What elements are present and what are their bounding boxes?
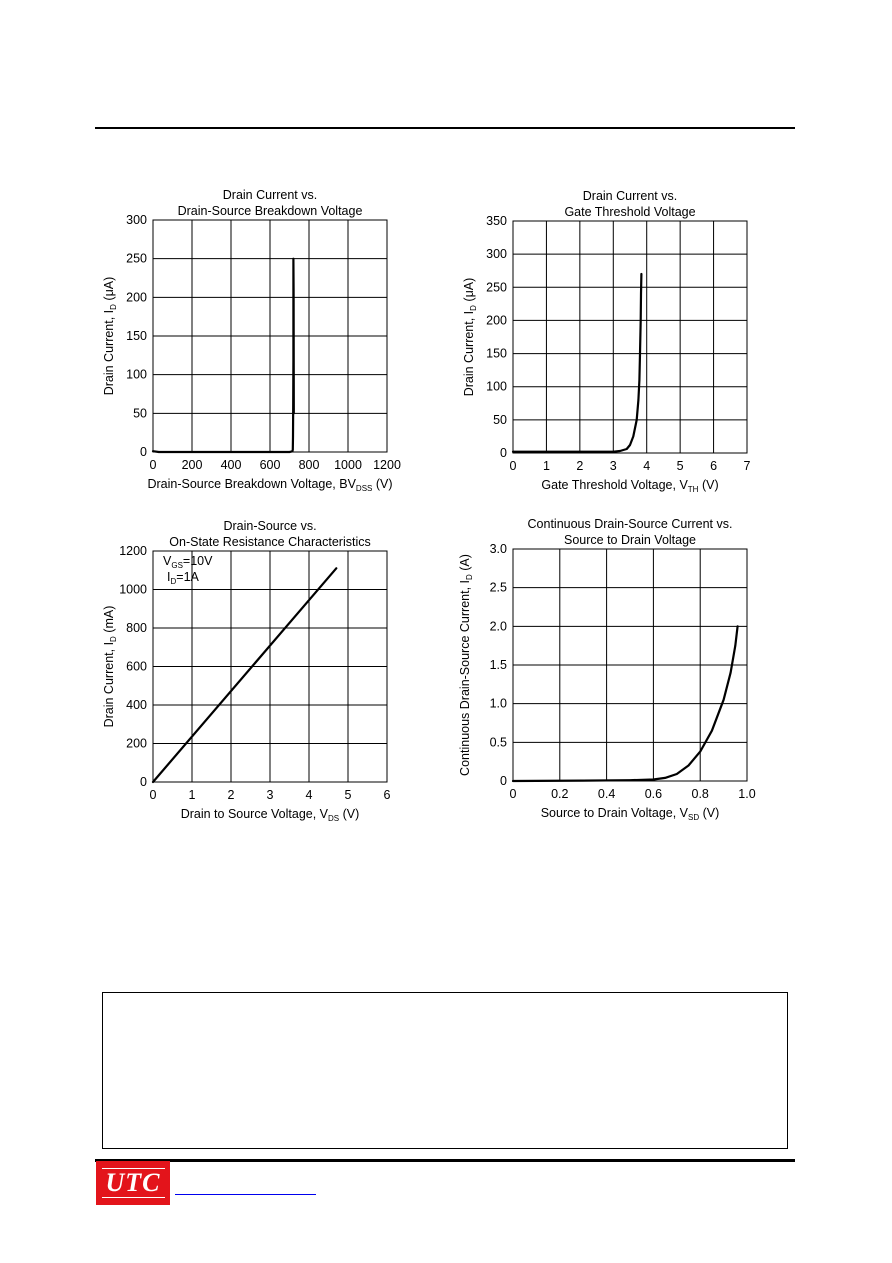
- x-tick-label: 200: [181, 458, 203, 472]
- y-tick-label: 100: [126, 367, 147, 382]
- y-axis-label-part: D: [469, 305, 478, 311]
- y-tick-label: 1200: [119, 544, 147, 558]
- x-tick-label: 6: [383, 788, 391, 802]
- x-tick-label: 3: [266, 788, 274, 802]
- chart-title: Drain Current vs.: [582, 189, 678, 203]
- y-tick-label: 1000: [119, 582, 147, 597]
- x-tick-label: 0.2: [551, 787, 569, 801]
- y-tick-label: 350: [486, 214, 507, 228]
- y-tick-label: 200: [486, 313, 507, 328]
- y-tick-label: 50: [493, 412, 507, 427]
- y-tick-label: 400: [126, 698, 147, 712]
- x-axis-label-part: (V): [339, 807, 360, 821]
- x-tick-label: 0.8: [691, 787, 709, 801]
- y-axis-label: [102, 606, 118, 728]
- x-tick-label: 7: [743, 459, 751, 473]
- chart-bvdss: [102, 188, 401, 493]
- x-axis-label-part: Gate Threshold Voltage, V: [541, 478, 688, 492]
- x-tick-label: 6: [710, 459, 718, 473]
- annotation-part: V: [163, 554, 172, 568]
- x-axis-label-part: (V): [698, 478, 719, 492]
- x-tick-label: 1200: [373, 458, 401, 472]
- annotation-part: I: [167, 570, 171, 584]
- annotation: [167, 570, 200, 586]
- y-tick-label: 150: [126, 329, 147, 343]
- y-axis-label-part: (A): [458, 554, 472, 575]
- y-tick-label: 1.0: [489, 696, 507, 711]
- x-tick-label: 0: [509, 459, 517, 473]
- x-tick-label: 0.4: [597, 787, 616, 801]
- y-tick-label: 1.5: [489, 658, 507, 672]
- chart-title: Source to Drain Voltage: [563, 533, 697, 547]
- y-tick-label: 150: [486, 346, 507, 361]
- x-tick-label: 600: [259, 458, 281, 472]
- y-tick-label: 200: [126, 736, 147, 751]
- series-line: [153, 259, 294, 452]
- y-tick-label: 50: [133, 406, 147, 421]
- y-tick-label: 0: [140, 775, 147, 789]
- chart-title: Drain Current vs.: [222, 188, 318, 202]
- chart-title: Gate Threshold Voltage: [564, 205, 696, 219]
- y-axis-label-part: (μA): [102, 276, 116, 305]
- y-tick-label: 2.5: [489, 580, 507, 595]
- chart-rdson: [102, 519, 391, 823]
- y-axis-label-part: (μA): [462, 277, 476, 306]
- y-axis-label-part: Continuous Drain-Source Current, I: [458, 579, 472, 776]
- x-tick-label: 0.6: [644, 787, 663, 801]
- utc-logo: [96, 1161, 170, 1205]
- y-axis-label-part: D: [109, 636, 118, 642]
- x-axis-label-part: (V): [372, 477, 393, 491]
- y-axis-label: [102, 277, 118, 396]
- x-axis-label-part: Drain-Source Breakdown Voltage, BV: [147, 477, 356, 491]
- y-axis-label-part: Drain Current, I: [102, 309, 116, 396]
- chart-title: On-State Resistance Characteristics: [169, 535, 371, 549]
- y-axis-label: [458, 554, 474, 776]
- y-axis-label: [462, 278, 478, 397]
- x-axis-label: [541, 478, 718, 494]
- x-tick-label: 5: [344, 788, 352, 802]
- x-tick-label: 400: [220, 458, 242, 472]
- x-axis-label: [181, 807, 360, 823]
- x-axis-label-part: SD: [688, 813, 700, 822]
- x-tick-label: 1: [188, 788, 196, 802]
- chart-vsd: [458, 517, 756, 822]
- y-tick-label: 250: [126, 251, 147, 266]
- x-tick-label: 5: [676, 459, 684, 473]
- y-tick-label: 2.0: [489, 619, 507, 634]
- x-tick-label: 1000: [334, 458, 362, 472]
- y-axis-label-part: Drain Current, I: [102, 641, 116, 728]
- y-tick-label: 300: [486, 247, 507, 262]
- disclaimer-box: [102, 992, 788, 1149]
- x-tick-label: 4: [643, 459, 651, 473]
- annotation-part: GS: [171, 561, 183, 570]
- y-tick-label: 0: [500, 446, 507, 460]
- x-tick-label: 0: [149, 788, 157, 802]
- x-tick-label: 1: [542, 459, 550, 473]
- y-tick-label: 0: [500, 774, 507, 788]
- y-tick-label: 250: [486, 280, 507, 295]
- annotation-part: D: [170, 577, 177, 586]
- x-tick-label: 2: [576, 459, 584, 473]
- x-axis-label-part: Source to Drain Voltage, V: [540, 806, 689, 820]
- y-axis-label-part: D: [465, 574, 474, 580]
- series-line: [513, 274, 641, 452]
- annotation: [163, 554, 213, 570]
- annotation-part: =1A: [176, 570, 199, 584]
- y-tick-label: 0: [140, 445, 147, 459]
- x-tick-label: 2: [227, 788, 235, 802]
- y-tick-label: 0.5: [489, 735, 507, 750]
- y-tick-label: 800: [126, 621, 147, 635]
- x-tick-label: 3: [609, 459, 617, 473]
- y-tick-label: 600: [126, 659, 147, 674]
- y-tick-label: 3.0: [489, 542, 507, 556]
- chart-title: Drain-Source vs.: [223, 519, 317, 533]
- y-axis-label-part: Drain Current, I: [462, 310, 476, 397]
- annotation-part: =10V: [182, 554, 213, 568]
- x-axis-label: [147, 477, 392, 493]
- chart-title: Continuous Drain-Source Current vs.: [527, 517, 733, 531]
- chart-title: Drain-Source Breakdown Voltage: [177, 204, 363, 218]
- x-tick-label: 800: [298, 458, 320, 472]
- website-link[interactable]: [175, 1194, 316, 1195]
- x-axis-label: [541, 806, 720, 822]
- x-tick-label: 1.0: [738, 787, 756, 801]
- footer-rule: [95, 1159, 795, 1162]
- y-tick-label: 300: [126, 213, 147, 227]
- plot-frame: [513, 221, 747, 453]
- y-tick-label: 100: [486, 379, 507, 394]
- y-tick-label: 200: [126, 290, 147, 305]
- x-tick-label: 0: [149, 458, 157, 472]
- x-tick-label: 4: [305, 788, 313, 802]
- chart-vth: [462, 189, 751, 494]
- x-axis-label-part: TH: [687, 485, 699, 494]
- x-axis-label-part: Drain to Source Voltage, V: [180, 807, 329, 821]
- x-axis-label-part: DS: [328, 814, 340, 823]
- x-tick-label: 0: [509, 787, 517, 801]
- y-axis-label-part: D: [109, 304, 118, 310]
- utc-logo-text: UTC: [102, 1168, 165, 1198]
- x-axis-label-part: (V): [699, 806, 720, 820]
- y-axis-label-part: (mA): [102, 605, 116, 637]
- x-axis-label-part: DSS: [355, 484, 373, 493]
